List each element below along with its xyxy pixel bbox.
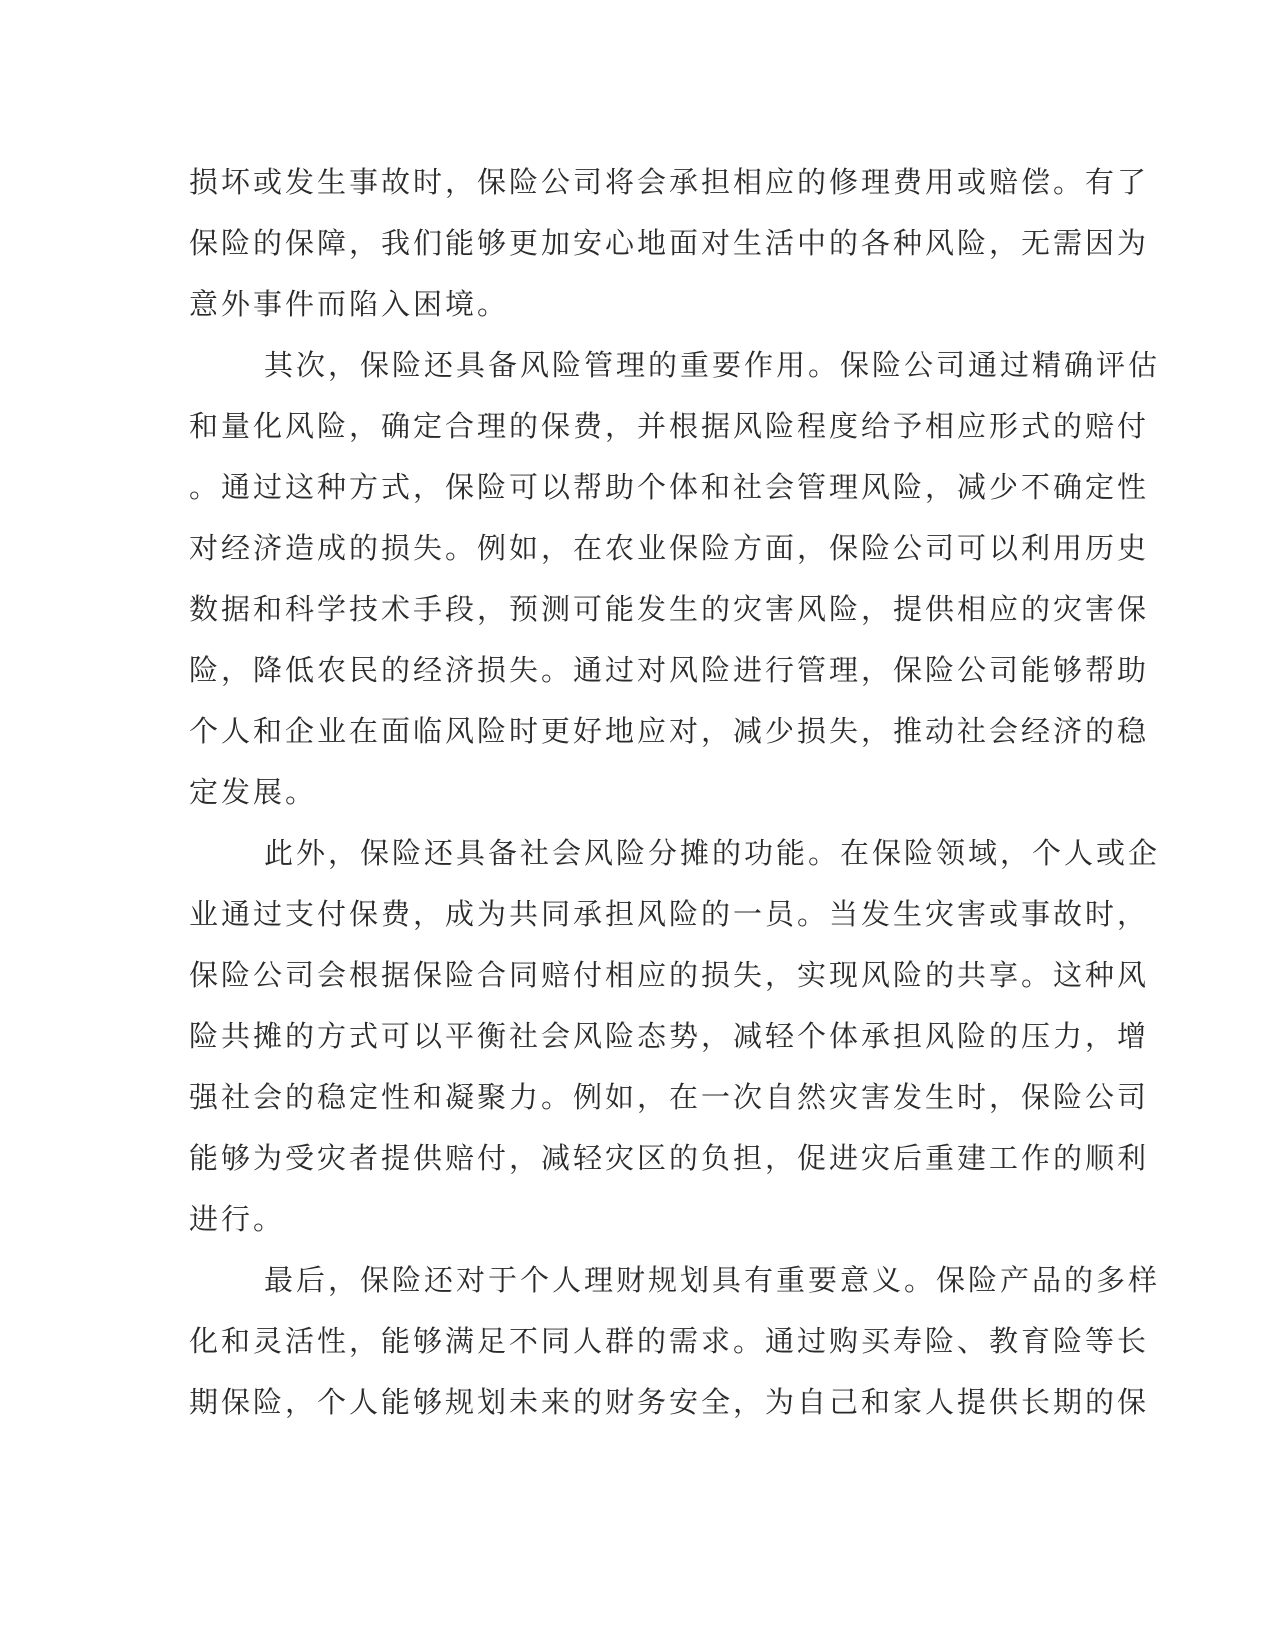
text-line: 个人和企业在面临风险时更好地应对，减少损失，推动社会经济的稳: [189, 714, 1150, 748]
text-line: 强社会的稳定性和凝聚力。例如，在一次自然灾害发生时，保险公司: [189, 1080, 1150, 1114]
paragraph-2: [189, 335, 1161, 823]
text-line: 业通过支付保费，成为共同承担风险的一员。当发生灾害或事故时，: [189, 897, 1150, 931]
text-line: 保险公司会根据保险合同赔付相应的损失，实现风险的共享。这种风: [189, 958, 1150, 992]
text-line: 。通过这种方式，保险可以帮助个体和社会管理风险，减少不确定性: [189, 470, 1150, 504]
text-line: 最后，保险还对于个人理财规划具有重要意义。保险产品的多样: [264, 1263, 1161, 1297]
text-line: 损坏或发生事故时，保险公司将会承担相应的修理费用或赔偿。有了: [189, 165, 1150, 199]
paragraph-1: [189, 152, 1150, 335]
text-line: 险，降低农民的经济损失。通过对风险进行管理，保险公司能够帮助: [189, 653, 1150, 687]
text-line: 此外，保险还具备社会风险分摊的功能。在保险领域，个人或企: [264, 836, 1161, 870]
text-line: 和量化风险，确定合理的保费，并根据风险程度给予相应形式的赔付: [189, 409, 1150, 443]
text-line: 能够为受灾者提供赔付，减轻灾区的负担，促进灾后重建工作的顺利: [189, 1141, 1150, 1175]
paragraph-4: [189, 1250, 1161, 1433]
text-line: 定发展。: [189, 775, 318, 809]
text-line: 保险的保障，我们能够更加安心地面对生活中的各种风险，无需因为: [189, 226, 1150, 260]
text-line: 期保险，个人能够规划未来的财务安全，为自己和家人提供长期的保: [189, 1385, 1150, 1419]
text-line: 进行。: [189, 1202, 286, 1236]
text-line: 意外事件而陷入困境。: [189, 287, 510, 321]
paragraph-3: [189, 823, 1161, 1250]
text-line: 数据和科学技术手段，预测可能发生的灾害风险，提供相应的灾害保: [189, 592, 1150, 626]
text-line: 险共摊的方式可以平衡社会风险态势，减轻个体承担风险的压力，增: [189, 1019, 1150, 1053]
text-line: 对经济造成的损失。例如，在农业保险方面，保险公司可以利用历史: [189, 531, 1150, 565]
text-line: 化和灵活性，能够满足不同人群的需求。通过购买寿险、教育险等长: [189, 1324, 1150, 1358]
body-text: [189, 152, 1161, 1433]
text-line: 其次，保险还具备风险管理的重要作用。保险公司通过精确评估: [264, 348, 1161, 382]
